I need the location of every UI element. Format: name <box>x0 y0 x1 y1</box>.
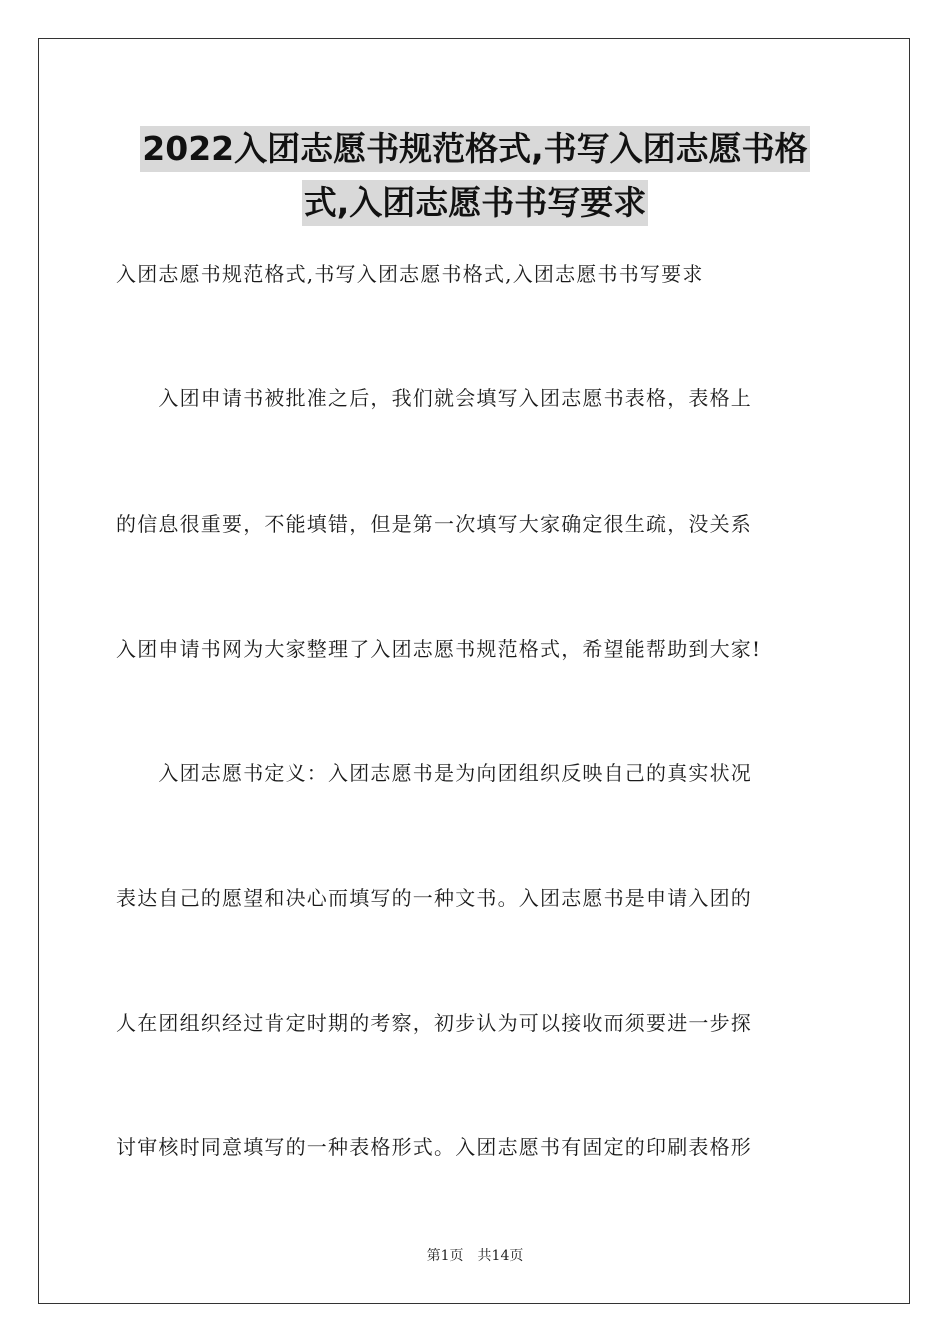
page-total: 共14页 <box>477 1248 524 1264</box>
title-line-2: 式,入团志愿书书写要求 <box>302 180 649 226</box>
page-number: 第1页 <box>426 1248 464 1264</box>
body-line-6: 表达自己的愿望和决心而填写的一种文书。入团志愿书是申请入团的 <box>116 886 752 910</box>
page-footer <box>0 1245 950 1265</box>
document-title <box>0 126 950 234</box>
body-line-3: 的信息很重要，不能填错，但是第一次填写大家确定很生疏，没关系 <box>116 512 752 536</box>
body-line-7: 人在团组织经过肯定时期的考察，初步认为可以接收而须要进一步探 <box>116 1011 752 1035</box>
body-line-4: 入团申请书网为大家整理了入团志愿书规范格式，希望能帮助到大家! <box>116 637 762 661</box>
body-line-8: 讨审核时同意填写的一种表格形式。入团志愿书有固定的印刷表格形 <box>116 1135 752 1159</box>
body-line-2: 入团申请书被批准之后，我们就会填写入团志愿书表格，表格上 <box>116 386 752 410</box>
body-line-1: 入团志愿书规范格式,书写入团志愿书格式,入团志愿书书写要求 <box>116 262 704 286</box>
title-line-1: 2022入团志愿书规范格式,书写入团志愿书格 <box>140 126 809 172</box>
body-line-5: 入团志愿书定义：入团志愿书是为向团组织反映自己的真实状况 <box>116 761 752 785</box>
